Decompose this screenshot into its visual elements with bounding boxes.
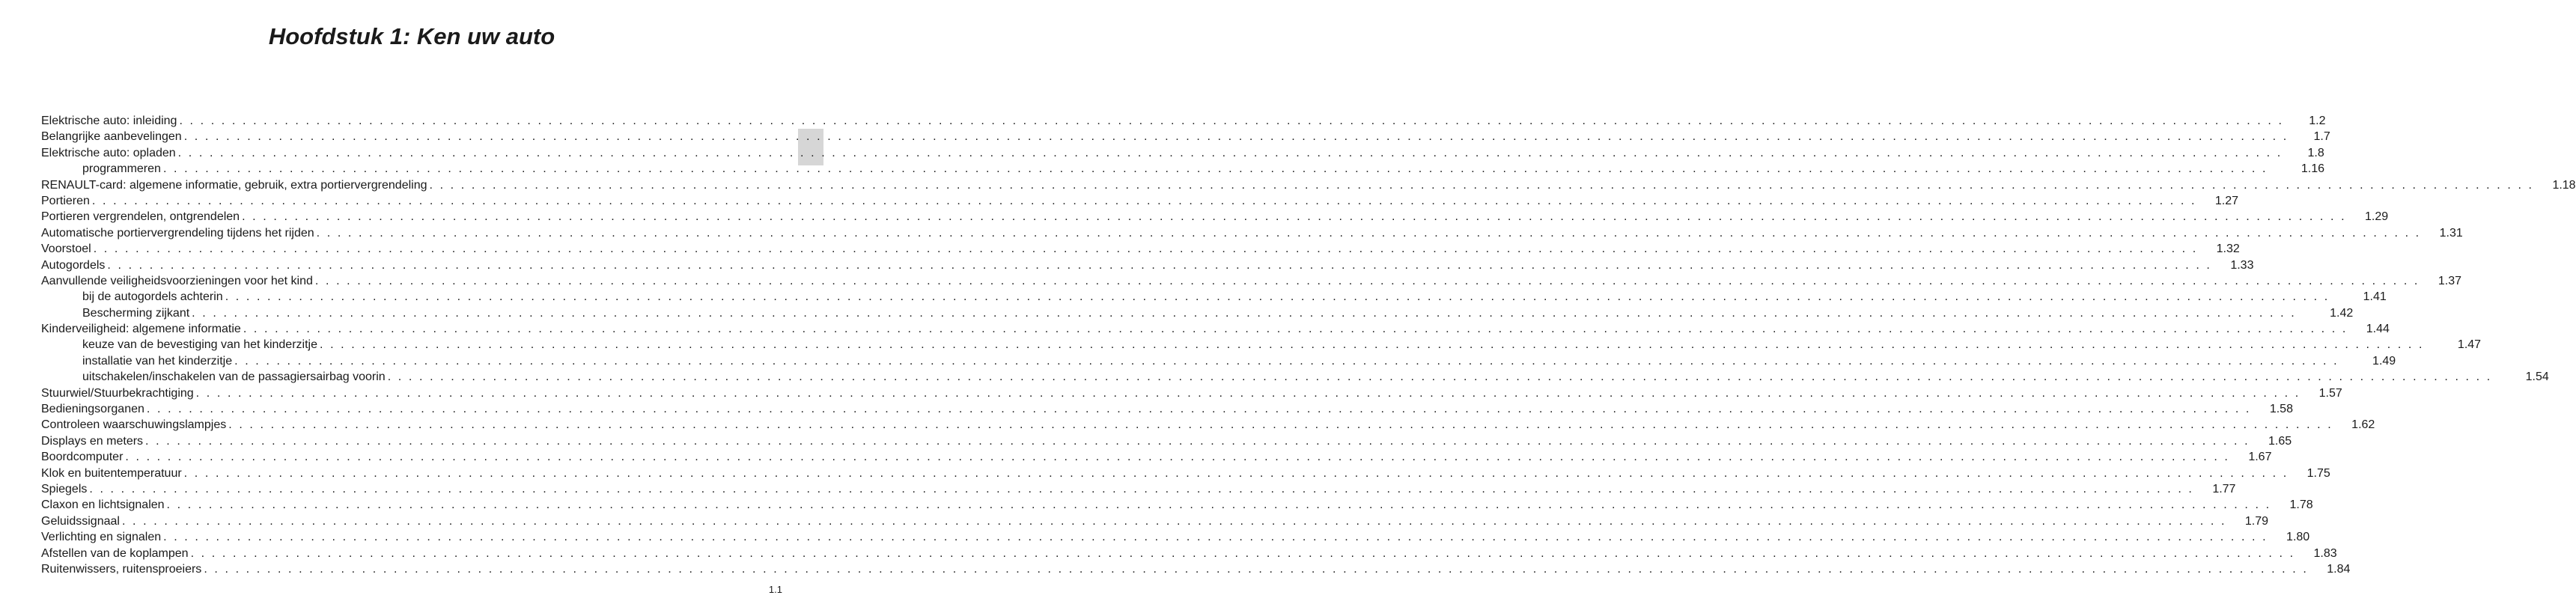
toc-dot-leader: . . . . . . . . . . . . . . . . . . . . . . . . . . . . . . . . . . . . . . . . . . . . . . . . . . . . . . . . . . . . . . . . . . . . . . . . . . . . . . . . . . . . . . . . . . . . . . . . . . . . . . . . . . . . . . . . . . . . . . . . . . . . . . . . . . . . . . . . . . . . . . . . . . . . . . . . . . . . . . . . . . . . . . . . . . . . . . . . . . . . . . . . . . . . . . . . . . . . . . . . [163,531,2268,544]
toc-dot-leader: . . . . . . . . . . . . . . . . . . . . . . . . . . . . . . . . . . . . . . . . . . . . . . . . . . . . . . . . . . . . . . . . . . . . . . . . . . . . . . . . . . . . . . . . . . . . . . . . . . . . . . . . . . . . . . . . . . . . . . . . . . . . . . . . . . . . . . . . . . . . . . . . . . . . . . . . . . . . . . . . . . . . . . . . . . . . . . . . . . . . . . . . . . . . . . . . . . . . . . . . [190,546,2295,560]
toc-entry[interactable] [41,321,2390,337]
toc-dot-leader: . . . . . . . . . . . . . . . . . . . . . . . . . . . . . . . . . . . . . . . . . . . . . . . . . . . . . . . . . . . . . . . . . . . . . . . . . . . . . . . . . . . . . . . . . . . . . . . . . . . . . . . . . . . . . . . . . . . . . . . . . . . . . . . . . . . . . . . . . . . . . . . . . . . . . . . . . . . . . . . . . . . . . . . . . . . . . . . . . . . . . . . . . . . . . . . . . . . . . . . . [195,386,2301,400]
toc-entry-page: 1.67 [2248,451,2272,464]
toc-dot-leader: . . . . . . . . . . . . . . . . . . . . . . . . . . . . . . . . . . . . . . . . . . . . . . . . . . . . . . . . . . . . . . . . . . . . . . . . . . . . . . . . . . . . . . . . . . . . . . . . . . . . . . . . . . . . . . . . . . . . . . . . . . . . . . . . . . . . . . . . . . . . . . . . . . . . . . . . . . . . . . . . . . . . . . . . . . . . . . . . . . . . . . . . . . . . . . . . . . . . . . . . [319,338,2425,352]
toc-dot-leader: . . . . . . . . . . . . . . . . . . . . . . . . . . . . . . . . . . . . . . . . . . . . . . . . . . . . . . . . . . . . . . . . . . . . . . . . . . . . . . . . . . . . . . . . . . . . . . . . . . . . . . . . . . . . . . . . . . . . . . . . . . . . . . . . . . . . . . . . . . . . . . . . . . . . . . . . . . . . . . . . . . . . . . . . . . . . . . . . . . . . . . . . . . . . . . . . . . . . . . . . [429,178,2534,192]
page-title: Hoofdstuk 1: Ken uw auto [268,23,555,49]
toc-entry-page: 1.83 [2313,546,2337,560]
toc-dot-leader: . . . . . . . . . . . . . . . . . . . . . . . . . . . . . . . . . . . . . . . . . . . . . . . . . . . . . . . . . . . . . . . . . . . . . . . . . . . . . . . . . . . . . . . . . . . . . . . . . . . . . . . . . . . . . . . . . . . . . . . . . . . . . . . . . . . . . . . . . . . . . . . . . . . . . . . . . . . . . . . . . . . . . . . . . . . . . . . . . . . . . . . . . . . . . . . . . . . . . . . . [316,226,2421,240]
toc-entry-label: Geluidssignaal [41,514,120,528]
toc-subentry[interactable] [41,161,2325,177]
toc-entry-page: 1.58 [2269,403,2293,416]
toc-dot-leader: . . . . . . . . . . . . . . . . . . . . . . . . . . . . . . . . . . . . . . . . . . . . . . . . . . . . . . . . . . . . . . . . . . . . . . . . . . . . . . . . . . . . . . . . . . . . . . . . . . . . . . . . . . . . . . . . . . . . . . . . . . . . . . . . . . . . . . . . . . . . . . . . . . . . . . . . . . . . . . . . . . . . . . . . . . . . . . . . . . . . . . . . . . . . . . . . . . . . . . . . [146,403,2251,416]
toc-entry[interactable] [41,497,2313,513]
toc-entry[interactable] [41,145,2324,161]
toc-entry-label: Klok en buitentemperatuur [41,466,182,480]
toc-entry-label: Autogordels [41,258,106,272]
toc-entry-label: programmeren [82,162,161,176]
toc-dot-leader: . . . . . . . . . . . . . . . . . . . . . . . . . . . . . . . . . . . . . . . . . . . . . . . . . . . . . . . . . . . . . . . . . . . . . . . . . . . . . . . . . . . . . . . . . . . . . . . . . . . . . . . . . . . . . . . . . . . . . . . . . . . . . . . . . . . . . . . . . . . . . . . . . . . . . . . . . . . . . . . . . . . . . . . . . . . . . . . . . . . . . . . . . . . . . . . . . . . . . . . . [243,323,2348,336]
toc-entry[interactable] [41,513,2269,529]
toc-dot-leader: . . . . . . . . . . . . . . . . . . . . . . . . . . . . . . . . . . . . . . . . . . . . . . . . . . . . . . . . . . . . . . . . . . . . . . . . . . . . . . . . . . . . . . . . . . . . . . . . . . . . . . . . . . . . . . . . . . . . . . . . . . . . . . . . . . . . . . . . . . . . . . . . . . . . . . . . . . . . . . . . . . . . . . . . . . . . . . . . . . . . . . . . . . . . . . . . . . . . . . . . [107,258,2212,272]
toc-entry[interactable] [41,546,2337,561]
toc-entry[interactable] [41,273,2461,289]
toc-entry-label: Aanvullende veiligheidsvoorzieningen voor het kind [41,274,313,287]
toc-entry-label: Displays en meters [41,434,144,448]
toc-entry-page: 1.79 [2244,514,2269,528]
toc-entry-page: 1.16 [2301,162,2325,176]
toc-dot-leader: . . . . . . . . . . . . . . . . . . . . . . . . . . . . . . . . . . . . . . . . . . . . . . . . . . . . . . . . . . . . . . . . . . . . . . . . . . . . . . . . . . . . . . . . . . . . . . . . . . . . . . . . . . . . . . . . . . . . . . . . . . . . . . . . . . . . . . . . . . . . . . . . . . . . . . . . . . . . . . . . . . . . . . . . . . . . . . . . . . . . . . . . . . . . . . . . . . . . . . . . [91,194,2196,207]
toc-entry-page: 1.7 [2313,130,2330,144]
toc-entry-label: uitschakelen/inschakelen van de passagiersairbag voorin [82,370,386,384]
toc-entry-label: Portieren vergrendelen, ontgrendelen [41,210,240,224]
toc-entry[interactable] [41,466,2330,481]
toc-entry-label: Spiegels [41,482,88,495]
toc-subentry[interactable] [41,369,2549,385]
toc-entry-page: 1.37 [2438,274,2461,287]
toc-entry-page: 1.77 [2212,482,2236,495]
toc-entry-page: 1.75 [2306,466,2330,480]
toc-dot-leader: . . . . . . . . . . . . . . . . . . . . . . . . . . . . . . . . . . . . . . . . . . . . . . . . . . . . . . . . . . . . . . . . . . . . . . . . . . . . . . . . . . . . . . . . . . . . . . . . . . . . . . . . . . . . . . . . . . . . . . . . . . . . . . . . . . . . . . . . . . . . . . . . . . . . . . . . . . . . . . . . . . . . . . . . . . . . . . . . . . . . . . . . . . . . . . . . . . . . . . . . [121,514,2227,528]
toc-entry[interactable] [41,481,2236,497]
toc-entry-label: Portieren [41,194,90,207]
toc-dot-leader: . . . . . . . . . . . . . . . . . . . . . . . . . . . . . . . . . . . . . . . . . . . . . . . . . . . . . . . . . . . . . . . . . . . . . . . . . . . . . . . . . . . . . . . . . . . . . . . . . . . . . . . . . . . . . . . . . . . . . . . . . . . . . . . . . . . . . . . . . . . . . . . . . . . . . . . . . . . . . . . . . . . . . . . . . . . . . . . . . . . . . . . . . . . . . . . . . . . . . . . . [93,243,2198,256]
toc-entry-page: 1.32 [2216,243,2240,256]
toc-entry-label: Kinderveiligheid: algemene informatie [41,323,241,336]
toc-dot-leader: . . . . . . . . . . . . . . . . . . . . . . . . . . . . . . . . . . . . . . . . . . . . . . . . . . . . . . . . . . . . . . . . . . . . . . . . . . . . . . . . . . . . . . . . . . . . . . . . . . . . . . . . . . . . . . . . . . . . . . . . . . . . . . . . . . . . . . . . . . . . . . . . . . . . . . . . . . . . . . . . . . . . . . . . . . . . . . . . . . . . . . . . . . . . . . . . . . . . . . . . [162,162,2268,176]
toc-dot-leader: . . . . . . . . . . . . . . . . . . . . . . . . . . . . . . . . . . . . . . . . . . . . . . . . . . . . . . . . . . . . . . . . . . . . . . . . . . . . . . . . . . . . . . . . . . . . . . . . . . . . . . . . . . . . . . . . . . . . . . . . . . . . . . . . . . . . . . . . . . . . . . . . . . . . . . . . . . . . . . . . . . . . . . . . . . . . . . . . . . . . . . . . . . . . . . . . . . . . . . . . [183,466,2289,480]
toc-entry-label: Automatische portiervergrendeling tijdens het rijden [41,226,314,240]
toc-subentry[interactable] [41,305,2354,321]
toc-entry[interactable] [41,401,2293,417]
toc-entry-label: Stuurwiel/Stuurbekrachtiging [41,386,194,400]
toc-entry-page: 1.65 [2268,434,2292,448]
toc-entry-page: 1.57 [2318,386,2342,400]
toc-entry-label: Belangrijke aanbevelingen [41,130,182,144]
toc-entry-page: 1.80 [2286,531,2310,544]
toc-entry-page: 1.62 [2351,418,2375,432]
toc-entry-label: Afstellen van de koplampen [41,546,189,560]
toc-dot-leader: . . . . . . . . . . . . . . . . . . . . . . . . . . . . . . . . . . . . . . . . . . . . . . . . . . . . . . . . . . . . . . . . . . . . . . . . . . . . . . . . . . . . . . . . . . . . . . . . . . . . . . . . . . . . . . . . . . . . . . . . . . . . . . . . . . . . . . . . . . . . . . . . . . . . . . . . . . . . . . . . . . . . . . . . . . . . . . . . . . . . . . . . . . . . . . . . . . . . . . . . [234,354,2339,368]
toc-entry[interactable] [41,561,2351,577]
toc-entry-label: Bescherming zijkant [82,306,190,320]
toc-dot-leader: . . . . . . . . . . . . . . . . . . . . . . . . . . . . . . . . . . . . . . . . . . . . . . . . . . . . . . . . . . . . . . . . . . . . . . . . . . . . . . . . . . . . . . . . . . . . . . . . . . . . . . . . . . . . . . . . . . . . . . . . . . . . . . . . . . . . . . . . . . . . . . . . . . . . . . . . . . . . . . . . . . . . . . . . . . . . . . . . . . . . . . . . . . . . . . . . . . . . . . . . [192,306,2297,320]
toc-entry-label: Ruitenwissers, ruitensproeiers [41,562,202,576]
toc-entry-page: 1.54 [2525,370,2549,384]
toc-dot-leader: . . . . . . . . . . . . . . . . . . . . . . . . . . . . . . . . . . . . . . . . . . . . . . . . . . . . . . . . . . . . . . . . . . . . . . . . . . . . . . . . . . . . . . . . . . . . . . . . . . . . . . . . . . . . . . . . . . . . . . . . . . . . . . . . . . . . . . . . . . . . . . . . . . . . . . . . . . . . . . . . . . . . . . . . . . . . . . . . . . . . . . . . . . . . . . . . . . . . . . . . [183,130,2289,144]
toc-entry[interactable] [41,417,2375,433]
toc-subentry[interactable] [41,289,2387,305]
toc-entry[interactable] [41,257,2254,273]
toc-entry[interactable] [41,433,2292,449]
toc-entry-page: 1.44 [2366,323,2390,336]
toc-entry-label: Elektrische auto: inleiding [41,115,177,127]
toc-entry[interactable] [41,209,2389,225]
toc-entry[interactable] [41,177,2576,193]
toc-dot-leader: . . . . . . . . . . . . . . . . . . . . . . . . . . . . . . . . . . . . . . . . . . . . . . . . . . . . . . . . . . . . . . . . . . . . . . . . . . . . . . . . . . . . . . . . . . . . . . . . . . . . . . . . . . . . . . . . . . . . . . . . . . . . . . . . . . . . . . . . . . . . . . . . . . . . . . . . . . . . . . . . . . . . . . . . . . . . . . . . . . . . . . . . . . . . . . . . . . . . . . . . [179,115,2284,127]
toc-subentry[interactable] [41,353,2396,369]
toc-entry-page: 1.41 [2363,290,2387,304]
toc-entry-page: 1.49 [2372,354,2396,368]
toc-entry[interactable] [41,529,2310,545]
toc-entry[interactable] [41,129,2330,144]
toc-entry-page: 1.78 [2289,498,2313,512]
toc-entry-page: 1.18 [2552,178,2576,192]
toc-entry[interactable] [41,225,2463,241]
toc-dot-leader: . . . . . . . . . . . . . . . . . . . . . . . . . . . . . . . . . . . . . . . . . . . . . . . . . . . . . . . . . . . . . . . . . . . . . . . . . . . . . . . . . . . . . . . . . . . . . . . . . . . . . . . . . . . . . . . . . . . . . . . . . . . . . . . . . . . . . . . . . . . . . . . . . . . . . . . . . . . . . . . . . . . . . . . . . . . . . . . . . . . . . . . . . . . . . . . . . . . . . . . . [204,562,2309,576]
toc-entry-label: bij de autogordels achterin [82,290,223,304]
toc-entry-label: Elektrische auto: opladen [41,146,176,159]
toc-entry-label: Bedieningsorganen [41,403,144,416]
toc-entry-label: installatie van het kinderzitje [82,354,233,368]
toc-dot-leader: . . . . . . . . . . . . . . . . . . . . . . . . . . . . . . . . . . . . . . . . . . . . . . . . . . . . . . . . . . . . . . . . . . . . . . . . . . . . . . . . . . . . . . . . . . . . . . . . . . . . . . . . . . . . . . . . . . . . . . . . . . . . . . . . . . . . . . . . . . . . . . . . . . . . . . . . . . . . . . . . . . . . . . . . . . . . . . . . . . . . . . . . . . . . . . . . . . . . . . . . [166,498,2271,512]
toc-dot-leader: . . . . . . . . . . . . . . . . . . . . . . . . . . . . . . . . . . . . . . . . . . . . . . . . . . . . . . . . . . . . . . . . . . . . . . . . . . . . . . . . . . . . . . . . . . . . . . . . . . . . . . . . . . . . . . . . . . . . . . . . . . . . . . . . . . . . . . . . . . . . . . . . . . . . . . . . . . . . . . . . . . . . . . . . . . . . . . . . . . . . . . . . . . . . . . . . . . . . . . . . [177,146,2283,159]
toc-entry[interactable] [41,113,2326,129]
toc-entry-label: keuze van de bevestiging van het kinderzitje [82,338,317,352]
toc-entry-page: 1.8 [2307,146,2324,159]
toc-entry[interactable] [41,241,2240,257]
toc-dot-leader: . . . . . . . . . . . . . . . . . . . . . . . . . . . . . . . . . . . . . . . . . . . . . . . . . . . . . . . . . . . . . . . . . . . . . . . . . . . . . . . . . . . . . . . . . . . . . . . . . . . . . . . . . . . . . . . . . . . . . . . . . . . . . . . . . . . . . . . . . . . . . . . . . . . . . . . . . . . . . . . . . . . . . . . . . . . . . . . . . . . . . . . . . . . . . . . . . . . . . . . . [89,482,2194,495]
toc-entry-page: 1.29 [2365,210,2389,224]
toc-entry-page: 1.33 [2230,258,2254,272]
toc-entry-page: 1.84 [2327,562,2351,576]
toc-dot-leader: . . . . . . . . . . . . . . . . . . . . . . . . . . . . . . . . . . . . . . . . . . . . . . . . . . . . . . . . . . . . . . . . . . . . . . . . . . . . . . . . . . . . . . . . . . . . . . . . . . . . . . . . . . . . . . . . . . . . . . . . . . . . . . . . . . . . . . . . . . . . . . . . . . . . . . . . . . . . . . . . . . . . . . . . . . . . . . . . . . . . . . . . . . . . . . . . . . . . . . . . [387,370,2492,384]
toc-entry-label: Boordcomputer [41,451,124,464]
toc-entry-label: Claxon en lichtsignalen [41,498,165,512]
toc-entry-page: 1.2 [2309,115,2326,127]
toc-entry-page: 1.42 [2330,306,2354,320]
toc-entry-page: 1.27 [2214,194,2238,207]
toc-entry-label: Controleen waarschuwingslampjes [41,418,227,432]
toc-dot-leader: . . . . . . . . . . . . . . . . . . . . . . . . . . . . . . . . . . . . . . . . . . . . . . . . . . . . . . . . . . . . . . . . . . . . . . . . . . . . . . . . . . . . . . . . . . . . . . . . . . . . . . . . . . . . . . . . . . . . . . . . . . . . . . . . . . . . . . . . . . . . . . . . . . . . . . . . . . . . . . . . . . . . . . . . . . . . . . . . . . . . . . . . . . . . . . . . . . . . . . . . [228,418,2333,432]
toc-entry-page: 1.31 [2439,226,2463,240]
toc-dot-leader: . . . . . . . . . . . . . . . . . . . . . . . . . . . . . . . . . . . . . . . . . . . . . . . . . . . . . . . . . . . . . . . . . . . . . . . . . . . . . . . . . . . . . . . . . . . . . . . . . . . . . . . . . . . . . . . . . . . . . . . . . . . . . . . . . . . . . . . . . . . . . . . . . . . . . . . . . . . . . . . . . . . . . . . . . . . . . . . . . . . . . . . . . . . . . . . . . . . . . . . . [125,451,2230,464]
table-of-contents [41,113,2576,577]
toc-dot-leader: . . . . . . . . . . . . . . . . . . . . . . . . . . . . . . . . . . . . . . . . . . . . . . . . . . . . . . . . . . . . . . . . . . . . . . . . . . . . . . . . . . . . . . . . . . . . . . . . . . . . . . . . . . . . . . . . . . . . . . . . . . . . . . . . . . . . . . . . . . . . . . . . . . . . . . . . . . . . . . . . . . . . . . . . . . . . . . . . . . . . . . . . . . . . . . . . . . . . . . . . [242,210,2347,224]
toc-dot-leader: . . . . . . . . . . . . . . . . . . . . . . . . . . . . . . . . . . . . . . . . . . . . . . . . . . . . . . . . . . . . . . . . . . . . . . . . . . . . . . . . . . . . . . . . . . . . . . . . . . . . . . . . . . . . . . . . . . . . . . . . . . . . . . . . . . . . . . . . . . . . . . . . . . . . . . . . . . . . . . . . . . . . . . . . . . . . . . . . . . . . . . . . . . . . . . . . . . . . . . . . [145,434,2250,448]
toc-entry[interactable] [41,449,2272,465]
toc-entry-page: 1.47 [2457,338,2482,352]
toc-entry[interactable] [41,193,2238,209]
toc-entry[interactable] [41,385,2342,401]
toc-entry-label: RENAULT-card: algemene informatie, gebruik, extra portiervergrendeling [41,178,427,192]
toc-entry-label: Voorstoel [41,243,91,256]
toc-dot-leader: . . . . . . . . . . . . . . . . . . . . . . . . . . . . . . . . . . . . . . . . . . . . . . . . . . . . . . . . . . . . . . . . . . . . . . . . . . . . . . . . . . . . . . . . . . . . . . . . . . . . . . . . . . . . . . . . . . . . . . . . . . . . . . . . . . . . . . . . . . . . . . . . . . . . . . . . . . . . . . . . . . . . . . . . . . . . . . . . . . . . . . . . . . . . . . . . . . . . . . . . [314,274,2420,287]
toc-subentry[interactable] [41,337,2482,353]
page-number: 1.1 [768,584,782,595]
toc-dot-leader: . . . . . . . . . . . . . . . . . . . . . . . . . . . . . . . . . . . . . . . . . . . . . . . . . . . . . . . . . . . . . . . . . . . . . . . . . . . . . . . . . . . . . . . . . . . . . . . . . . . . . . . . . . . . . . . . . . . . . . . . . . . . . . . . . . . . . . . . . . . . . . . . . . . . . . . . . . . . . . . . . . . . . . . . . . . . . . . . . . . . . . . . . . . . . . . . . . . . . . . . [225,290,2330,304]
toc-entry-label: Verlichting en signalen [41,531,162,544]
